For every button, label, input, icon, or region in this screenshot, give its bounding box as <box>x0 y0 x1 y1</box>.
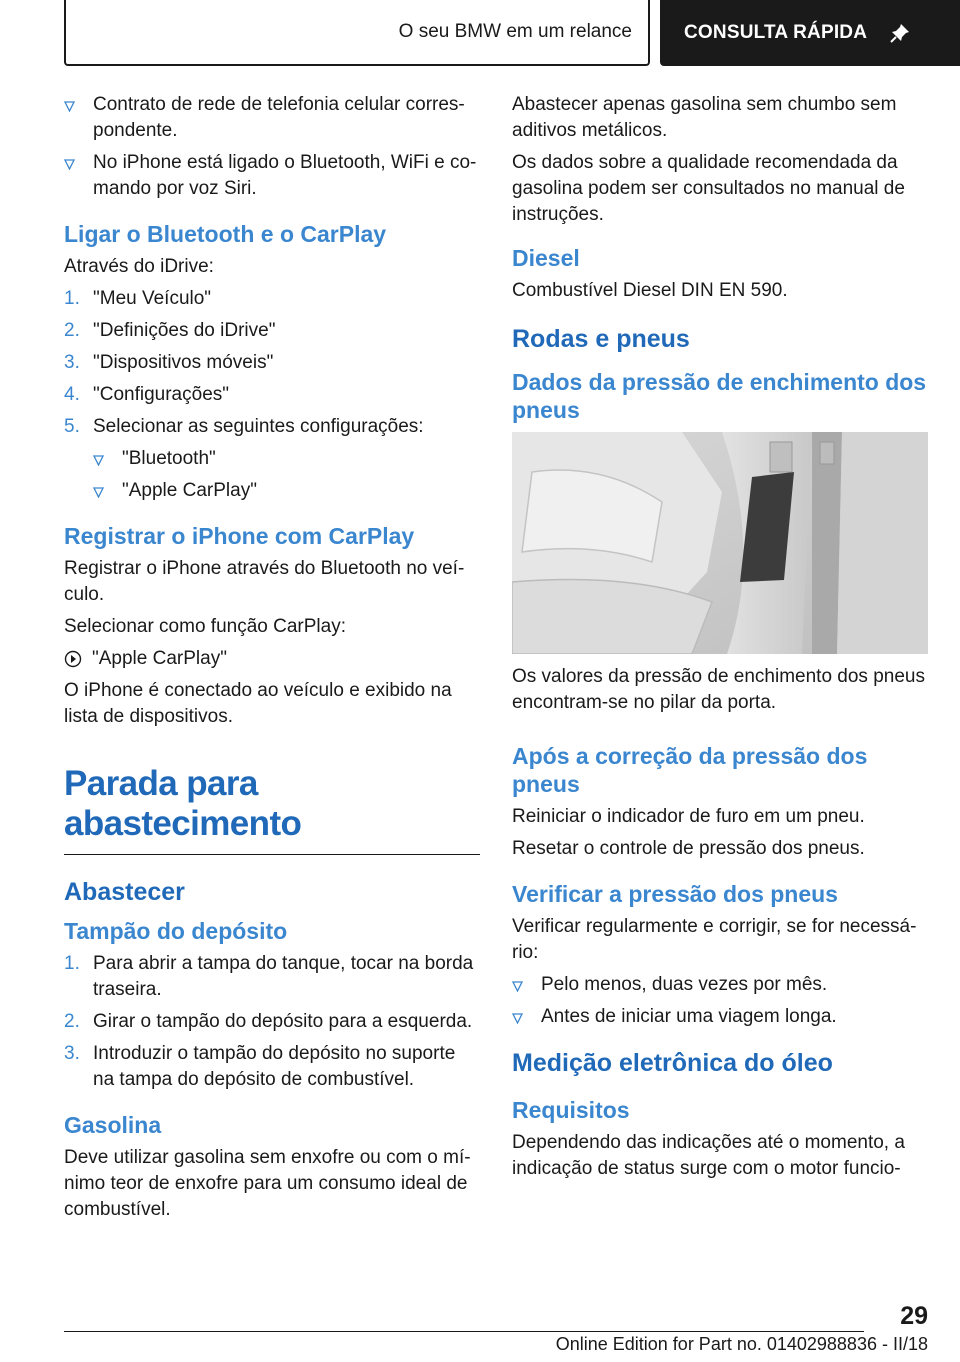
tyre-pressure-data-heading: Dados da pressão de enchimento dos pneus <box>512 369 927 423</box>
left-column <box>64 92 480 1229</box>
triangle-bullet-icon <box>64 150 93 202</box>
list-item: "Apple CarPlay" <box>64 478 480 504</box>
pin-icon <box>889 22 911 44</box>
list-item: 2. Girar o tampão do depósito para a esquerda. <box>64 1011 473 1032</box>
list-item: 1. Para abrir a tampa do tanque, tocar na borda traseira. <box>64 953 474 1000</box>
check-pressure-text: Verificar regularmente e corrigir, se for necessá-rio: <box>512 916 917 963</box>
list-item: Contrato de rede de telefonia celular corres-pondente. <box>64 92 480 144</box>
fuel-stop-title: Parada para abastecimento <box>64 764 480 855</box>
door-pillar-photo <box>512 432 928 654</box>
triangle-bullet-icon <box>93 478 122 504</box>
check-pressure-heading: Verificar a pressão dos pneus <box>512 881 838 907</box>
diesel-text: Combustível Diesel DIN EN 590. <box>512 280 788 301</box>
list-item: 5. Selecionar as seguintes configurações: <box>64 416 424 437</box>
after-correction-text-2: Resetar o controle de pressão dos pneus. <box>512 838 865 859</box>
register-result-text: O iPhone é conectado ao veículo e exibido na lista de dispositivos. <box>64 680 452 727</box>
requirements-heading: Requisitos <box>512 1097 630 1123</box>
triangle-bullet-icon <box>93 446 122 472</box>
oil-measurement-heading: Medição eletrônica do óleo <box>512 1049 833 1077</box>
list-item: "Bluetooth" <box>64 446 480 472</box>
right-column <box>512 92 928 1188</box>
list-item: 3. "Dispositivos móveis" <box>64 352 274 373</box>
quick-reference-tab[interactable] <box>660 0 960 66</box>
list-item: No iPhone está ligado o Bluetooth, WiFi e co-mando por voz Siri. <box>64 150 480 202</box>
section-tab[interactable] <box>64 0 650 66</box>
after-correction-heading: Após a correção da pressão dos pneus <box>512 743 868 797</box>
petrol-text: Deve utilizar gasolina sem enxofre ou com o mí-nimo teor de enxofre para um consumo ideal de combustível. <box>64 1147 471 1220</box>
triangle-bullet-icon <box>64 92 93 144</box>
petrol-heading: Gasolina <box>64 1112 162 1138</box>
register-text: Registrar o iPhone através do Bluetooth no veí-culo. <box>64 558 465 605</box>
list-item: Antes de iniciar uma viagem longa. <box>512 1004 928 1030</box>
quality-text: Os dados sobre a qualidade recomendada da gasolina podem ser consultados no manual de instruções. <box>512 152 905 225</box>
wheels-tyres-heading: Rodas e pneus <box>512 325 690 353</box>
list-item: 3. Introduzir o tampão do depósito no suporte na tampa do depósito de combustível. <box>64 1043 456 1090</box>
footer-divider <box>64 1331 864 1332</box>
triangle-bullet-icon <box>512 972 541 998</box>
list-item: 1. "Meu Veículo" <box>64 288 212 309</box>
page-number: 29 <box>900 1302 928 1330</box>
requirements-text: Dependendo das indicações até o momento, a indicação de status surge com o motor funcio- <box>512 1132 905 1179</box>
triangle-bullet-icon <box>512 1004 541 1030</box>
unleaded-text: Abastecer apenas gasolina sem chumbo sem aditivos metálicos. <box>512 94 897 141</box>
register-select-text: Selecionar como função CarPlay: <box>64 616 346 637</box>
edition-label: Online Edition for Part no. 01402988836 - II/18 <box>555 1334 928 1354</box>
quick-reference-label: CONSULTA RÁPIDA <box>684 22 868 43</box>
bluetooth-carplay-heading: Ligar o Bluetooth e o CarPlay <box>64 221 387 247</box>
list-item: 2. "Definições do iDrive" <box>64 320 276 341</box>
register-iphone-heading: Registrar o iPhone com CarPlay <box>64 523 415 549</box>
section-title: O seu BMW em um relance <box>398 21 632 42</box>
bluetooth-intro: Através do iDrive: <box>64 256 214 277</box>
photo-caption: Os valores da pressão de enchimento dos pneus encontram-se no pilar da porta. <box>512 666 925 713</box>
page-header <box>0 0 960 66</box>
idrive-controller-icon <box>64 650 82 668</box>
diesel-heading: Diesel <box>512 245 580 271</box>
list-item: Pelo menos, duas vezes por mês. <box>512 972 928 998</box>
after-correction-text-1: Reiniciar o indicador de furo em um pneu. <box>512 806 865 827</box>
list-item: 4. "Configurações" <box>64 384 230 405</box>
fuel-cap-heading: Tampão do depósito <box>64 918 288 944</box>
refuel-heading: Abastecer <box>64 878 185 906</box>
carplay-menu-item: "Apple CarPlay" <box>64 646 480 672</box>
